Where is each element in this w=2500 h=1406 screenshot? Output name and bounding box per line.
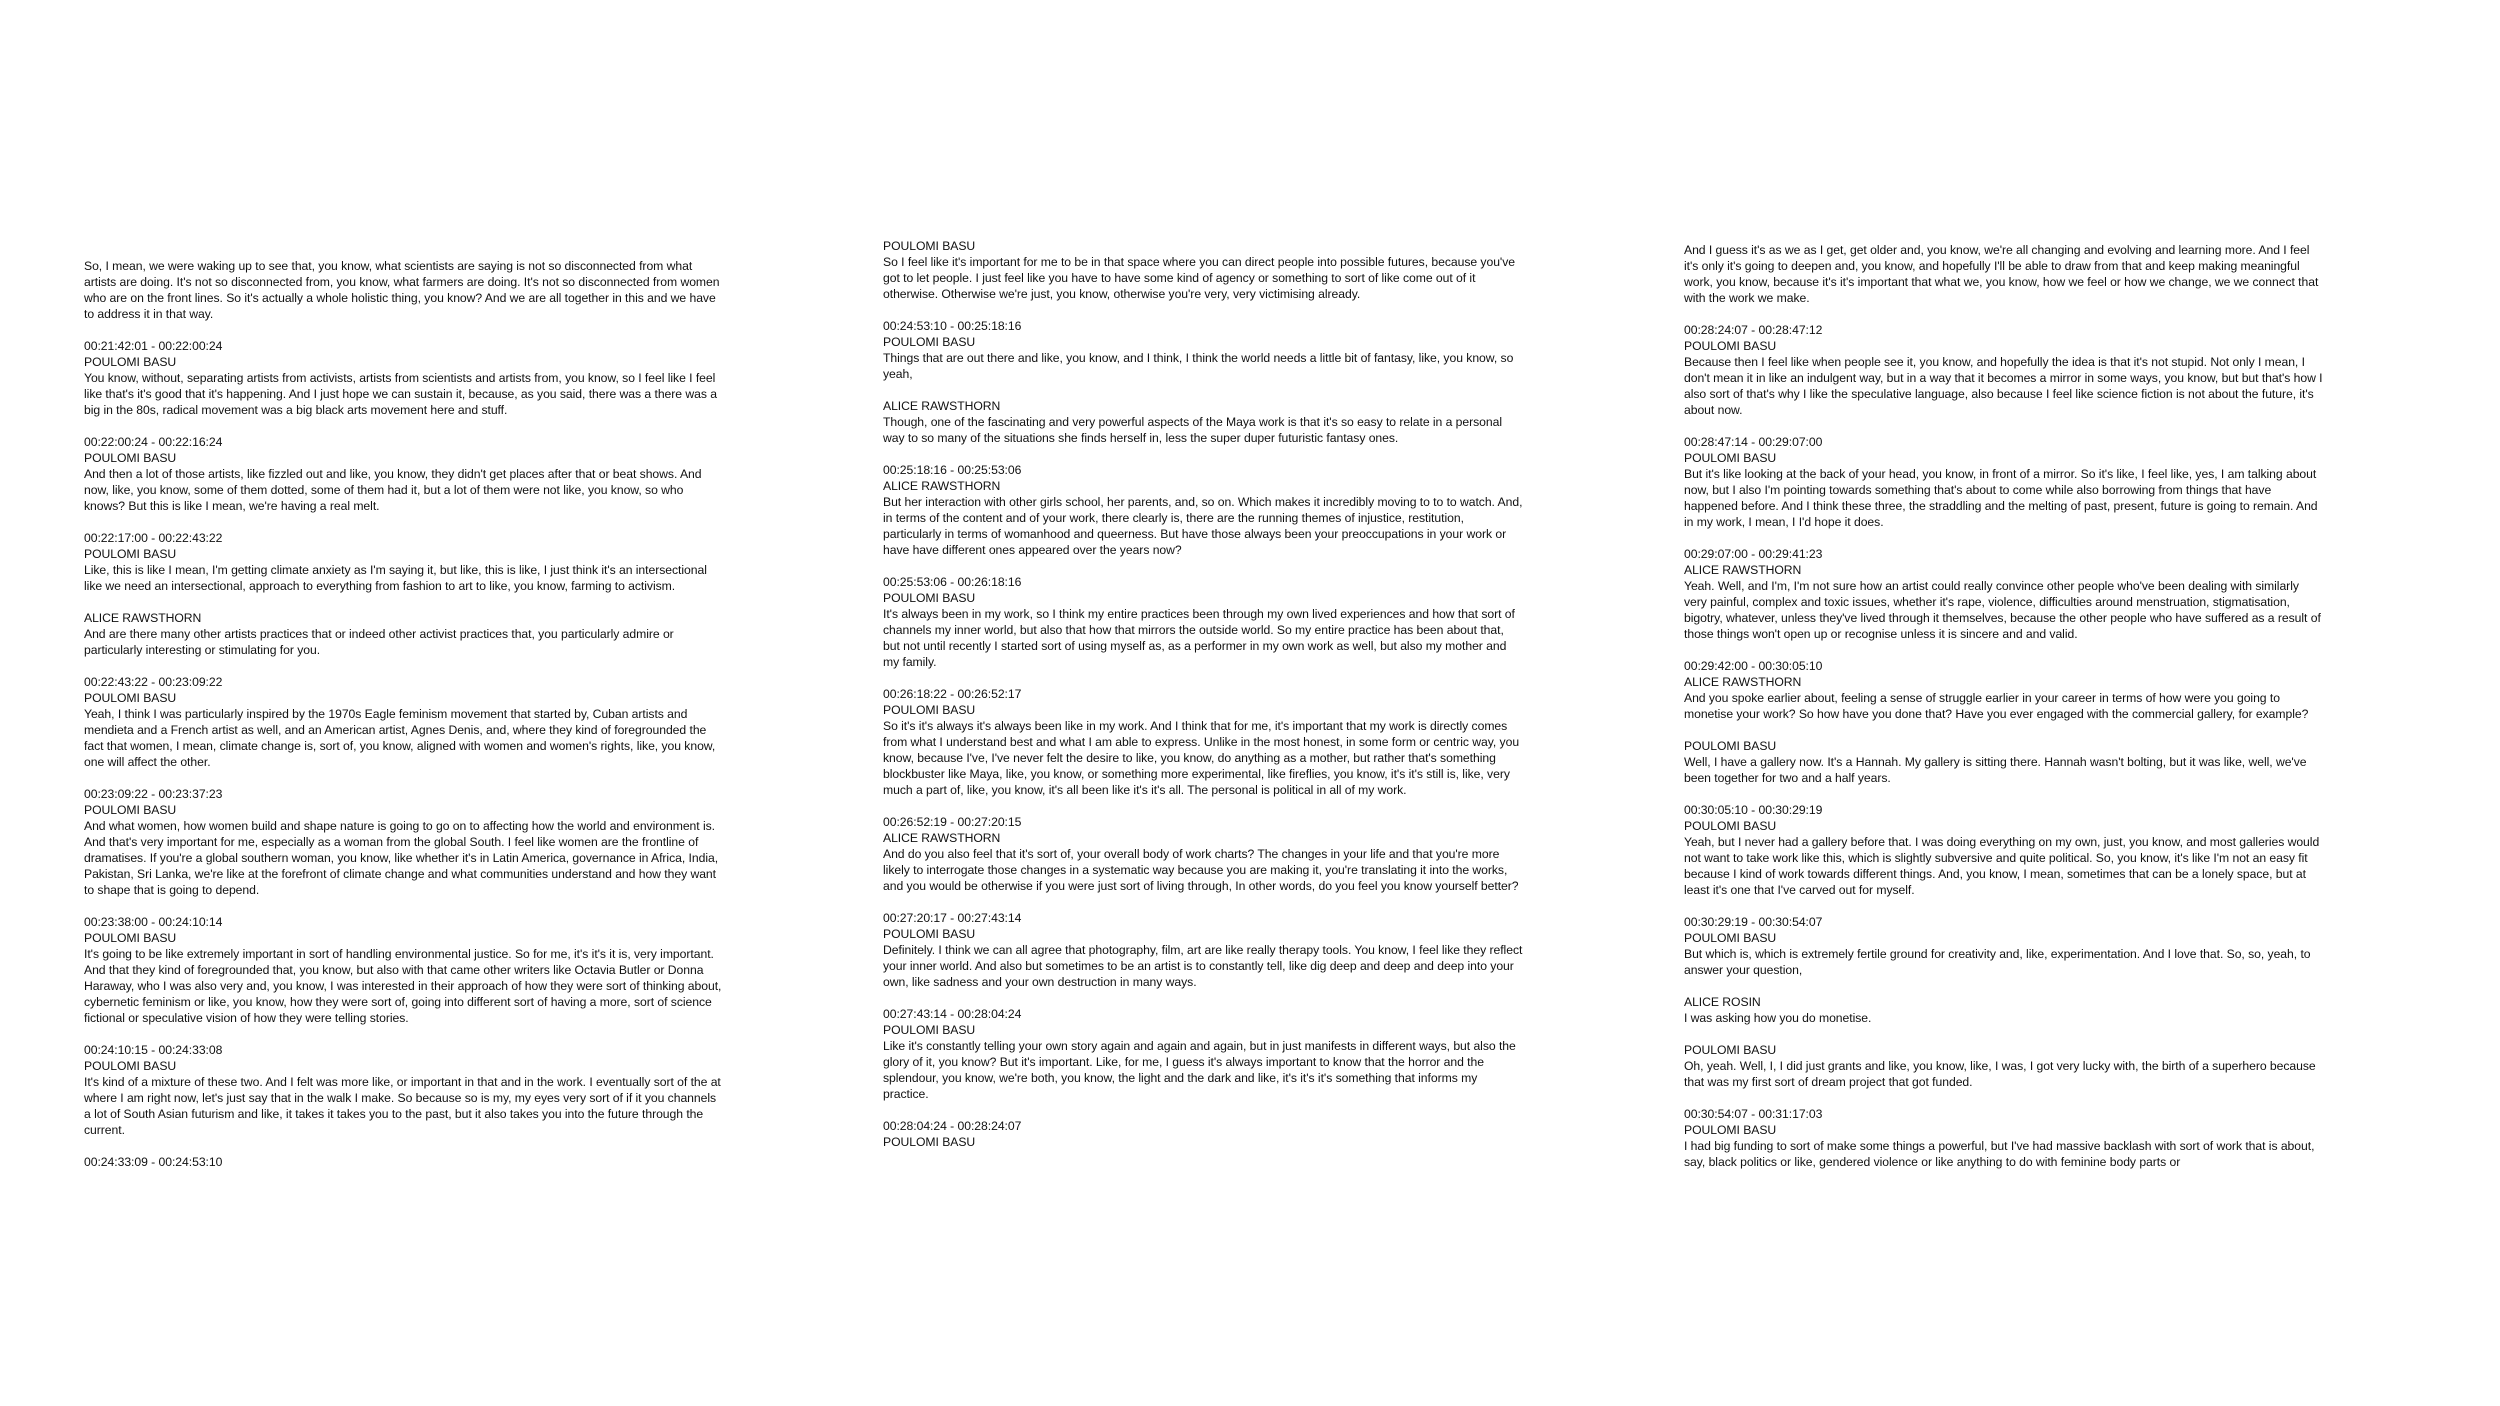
speaker-name: POULOMI BASU	[1684, 739, 1777, 753]
dialogue-text: But it's like looking at the back of your head, you know, in front of a mirror. So it's like, I feel like, yes, I am talking about now, but I also I'm pointing towards something that's about to come while also borrowing from things that have happened before. And I think these three, the straddling and the melting of past, present, future is going to remain. And in my work, I mean, I I'd hope it does.	[1684, 467, 2318, 529]
dialogue-text: Yeah. Well, and I'm, I'm not sure how an artist could really convince other people who've been dealing with similarly very painful, complex and toxic issues, whether it's rape, violence, difficulties around menstruation, stigmatisation, bigotry, whatever, unless they've lived through it themselves, because the other people who have suffered as a result of those things won't open up or recognise unless it is sincere and and valid.	[1684, 579, 2321, 641]
speaker-name: POULOMI BASU	[883, 703, 976, 717]
p3-block-5	[1684, 658, 2324, 722]
p2-block-9	[883, 1006, 1523, 1102]
speaker-name: POULOMI BASU	[1684, 339, 1777, 353]
speaker-name: POULOMI BASU	[84, 451, 177, 465]
dialogue-text: So, I mean, we were waking up to see that, you know, what scientists are saying is not so disconnected from what artists are doing. It's not so disconnected from, you know, what farmers are doing. It's not so disconnected from women who are on the front lines. So it's actually a whole holistic thing, you know? And we are all together in this and we have to address it in that way.	[84, 259, 720, 321]
timestamp: 00:25:18:16 - 00:25:53:06	[883, 463, 1022, 477]
p1-block-1	[84, 258, 724, 322]
p2-block-1	[883, 238, 1523, 302]
dialogue-text: Like it's constantly telling your own story again and again and again, but in just manifests in different ways, but also the glory of it, you know? But it's important. Like, for me, I guess it's always important to know that the horror and the splendour, you know, we're both, you know, the light and the dark and like, it's it's it's something that informs my practice.	[883, 1039, 1516, 1101]
dialogue-text: Though, one of the fascinating and very powerful aspects of the Maya work is that it's so easy to relate in a personal way to so many of the situations she finds herself in, less the super duper futuristic fantasy ones.	[883, 415, 1503, 445]
p3-block-1	[1684, 242, 2324, 306]
p1-block-9	[84, 1042, 724, 1138]
p1-block-5	[84, 610, 724, 658]
p1-block-10	[84, 1154, 724, 1170]
timestamp: 00:29:42:00 - 00:30:05:10	[1684, 659, 1823, 673]
speaker-name: POULOMI BASU	[84, 691, 177, 705]
speaker-name: ALICE RAWSTHORN	[1684, 675, 1802, 689]
dialogue-text: I had big funding to sort of make some things a powerful, but I've had massive backlash with sort of work that is about, say, black politics or like, gendered violence or like anything to do with feminine body parts or	[1684, 1139, 2315, 1169]
timestamp: 00:22:00:24 - 00:22:16:24	[84, 435, 223, 449]
transcript-page-3	[1684, 0, 2324, 1406]
dialogue-text: Yeah, but I never had a gallery before that. I was doing everything on my own, just, you know, and most galleries would not want to take work like this, which is slightly subversive and quite political. So, you know, it's like I'm not an easy fit because I kind of work towards different things. And, you know, I mean, sometimes that can be a lonely space, but at least it's one that I've carved out for myself.	[1684, 835, 2320, 897]
dialogue-text: Oh, yeah. Well, I, I did just grants and like, you know, like, I was, I got very lucky with, the birth of a superhero because that was my first sort of dream project that got funded.	[1684, 1059, 2316, 1089]
p2-block-2	[883, 318, 1523, 382]
timestamp: 00:22:17:00 - 00:22:43:22	[84, 531, 223, 545]
timestamp: 00:28:24:07 - 00:28:47:12	[1684, 323, 1823, 337]
speaker-name: POULOMI BASU	[1684, 931, 1777, 945]
p3-block-8	[1684, 914, 2324, 978]
speaker-name: POULOMI BASU	[84, 355, 177, 369]
p3-block-11	[1684, 1106, 2324, 1170]
timestamp: 00:23:38:00 - 00:24:10:14	[84, 915, 223, 929]
timestamp: 00:27:20:17 - 00:27:43:14	[883, 911, 1022, 925]
p2-block-3	[883, 398, 1523, 446]
speaker-name: POULOMI BASU	[1684, 1043, 1777, 1057]
timestamp: 00:24:33:09 - 00:24:53:10	[84, 1155, 223, 1169]
p3-block-7	[1684, 802, 2324, 898]
speaker-name: ALICE RAWSTHORN	[883, 831, 1001, 845]
dialogue-text: And are there many other artists practices that or indeed other activist practices that, you particularly admire or particularly interesting or stimulating for you.	[84, 627, 674, 657]
p2-block-8	[883, 910, 1523, 990]
timestamp: 00:23:09:22 - 00:23:37:23	[84, 787, 223, 801]
speaker-name: POULOMI BASU	[84, 931, 177, 945]
speaker-name: POULOMI BASU	[883, 591, 976, 605]
speaker-name: ALICE RAWSTHORN	[1684, 563, 1802, 577]
dialogue-text: It's going to be like extremely important in sort of handling environmental justice. So for me, it's it's it is, very important. And that they kind of foregrounded that, you know, but also with that came other writers like Octavia Butler or Donna Haraway, who I was also very and, you know, I was interested in their approach of how they were sort of thinking about, cybernetic feminism or like, you know, how they were sort of, going into different sort of having a more, sort of science fictional or speculative vision of how they were telling stories.	[84, 947, 722, 1025]
dialogue-text: Definitely. I think we can all agree that photography, film, art are like really therapy tools. You know, I feel like they reflect your inner world. And also but sometimes to be an artist is to constantly tell, like dig deep and deep and deep into your own, like sadness and your own destruction in many ways.	[883, 943, 1523, 989]
speaker-name: POULOMI BASU	[1684, 819, 1777, 833]
timestamp: 00:29:07:00 - 00:29:41:23	[1684, 547, 1823, 561]
dialogue-text: And what women, how women build and shape nature is going to go on to affecting how the world and environment is. And that's very important for me, especially as a woman from the global South. I feel like women are the frontline of dramatises. If you're a global southern woman, you know, like whether it's in Latin America, governance in Africa, India, Pakistan, Sri Lanka, we're like at the forefront of climate change and what communities understand and how they want to shape that is going to depend.	[84, 819, 719, 897]
dialogue-text: And you spoke earlier about, feeling a sense of struggle earlier in your career in terms of how were you going to monetise your work? So how have you done that? Have you ever engaged with the commercial gallery, for example?	[1684, 691, 2309, 721]
p2-block-5	[883, 574, 1523, 670]
dialogue-text: But her interaction with other girls school, her parents, and, so on. Which makes it incredibly moving to to to watch. And, in terms of the content and of your work, there clearly is, there are the running themes of injustice, restitution, particularly in terms of womanhood and queerness. But have those always been your preoccupations in your work or have have different ones appeared over the years now?	[883, 495, 1523, 557]
p1-block-3	[84, 434, 724, 514]
dialogue-text: Like, this is like I mean, I'm getting climate anxiety as I'm saying it, but like, this is like, I just think it's an intersectional like we need an intersectional, approach to everything from fashion to art to like, you know, farming to activism.	[84, 563, 707, 593]
timestamp: 00:28:04:24 - 00:28:24:07	[883, 1119, 1022, 1133]
timestamp: 00:28:47:14 - 00:29:07:00	[1684, 435, 1823, 449]
page-1-body	[84, 258, 724, 1186]
speaker-name: POULOMI BASU	[883, 1023, 976, 1037]
transcript-page-1	[84, 0, 724, 1406]
dialogue-text: So it's it's always it's always been like in my work. And I think that for me, it's important that my work is directly comes from what I understand best and what I am able to express. Unlike in the most honest, in some form or centric way, you know, because I've, I've never felt the desire to like, you know, do anything as a mother, but rather that's something blockbuster like Maya, like, you know, or something more experimental, like fireflies, you know, it's it's still is, like, very much a part of, like, you know, it's all been like it's it's all. The personal is political in all of my work.	[883, 719, 1520, 797]
dialogue-text: You know, without, separating artists from activists, artists from scientists and artists from, you know, so I feel like I feel like that's it's good that it's happening. And I just hope we can sustain it, because, as you said, there was a there was a big in the 80s, radical movement was a big black arts movement here and stuff.	[84, 371, 717, 417]
dialogue-text: Yeah, I think I was particularly inspired by the 1970s Eagle feminism movement that started by, Cuban artists and mendieta and a French artist as well, and an American artist, Agnes Denis, and, where they kind of foregrounded the fact that women, I mean, climate change is, sort of, you know, aligned with women and women's rights, like, you know, one will affect the other.	[84, 707, 716, 769]
timestamp: 00:30:05:10 - 00:30:29:19	[1684, 803, 1823, 817]
timestamp: 00:27:43:14 - 00:28:04:24	[883, 1007, 1022, 1021]
dialogue-text: So I feel like it's important for me to be in that space where you can direct people into possible futures, because you've got to let people. I just feel like you have to have some kind of agency or something to sort of like come out of it otherwise. Otherwise we're just, you know, otherwise you're very, very victimising already.	[883, 255, 1515, 301]
page-3-body	[1684, 242, 2324, 1186]
timestamp: 00:30:29:19 - 00:30:54:07	[1684, 915, 1823, 929]
p2-block-4	[883, 462, 1523, 558]
timestamp: 00:26:52:19 - 00:27:20:15	[883, 815, 1022, 829]
speaker-name: POULOMI BASU	[84, 1059, 177, 1073]
p3-block-10	[1684, 1042, 2324, 1090]
p3-block-4	[1684, 546, 2324, 642]
p1-block-6	[84, 674, 724, 770]
p2-block-7	[883, 814, 1523, 894]
speaker-name: POULOMI BASU	[883, 927, 976, 941]
timestamp: 00:26:18:22 - 00:26:52:17	[883, 687, 1022, 701]
dialogue-text: It's always been in my work, so I think my entire practices been through my own lived experiences and how that sort of channels my inner world, but also that how that mirrors the outside world. So my entire practice has been about that, but not until recently I started sort of using myself as, as a performer in my own work as well, but also my mother and my family.	[883, 607, 1515, 669]
dialogue-text: And I guess it's as we as I get, get older and, you know, we're all changing and evolving and learning more. And I feel it's only it's going to deepen and, you know, and hopefully I'll be able to draw from that and keep making meaningful work, you know, because it's it's important that what we, you know, how we feel or how we change, we we connect that with the work we make.	[1684, 243, 2319, 305]
dialogue-text: And then a lot of those artists, like fizzled out and like, you know, they didn't get places after that or beat shows. And now, like, you know, some of them dotted, some of them had it, but a lot of them were not like, you know, so who knows? But this is like I mean, we're having a real melt.	[84, 467, 702, 513]
dialogue-text: But which is, which is extremely fertile ground for creativity and, like, experimentation. And I love that. So, so, yeah, to answer your question,	[1684, 947, 2311, 977]
timestamp: 00:30:54:07 - 00:31:17:03	[1684, 1107, 1823, 1121]
speaker-name: POULOMI BASU	[883, 1135, 976, 1149]
p3-block-3	[1684, 434, 2324, 530]
p1-block-2	[84, 338, 724, 418]
speaker-name: POULOMI BASU	[883, 335, 976, 349]
timestamp: 00:22:43:22 - 00:23:09:22	[84, 675, 223, 689]
dialogue-text: Because then I feel like when people see it, you know, and hopefully the idea is that it's not stupid. Not only I mean, I don't mean it in like an indulgent way, but in a way that it becomes a mirror in some ways, you know, but but that's how I also sort of that's why I like the speculative language, also because I feel like science fiction is not about the future, it's about now.	[1684, 355, 2323, 417]
p2-block-10	[883, 1118, 1523, 1150]
speaker-name: POULOMI BASU	[883, 239, 976, 253]
speaker-name: POULOMI BASU	[1684, 451, 1777, 465]
dialogue-text: It's kind of a mixture of these two. And I felt was more like, or important in that and in the work. I eventually sort of the at where I am right now, let's just say that in the walk I make. So because so is my, my eyes very sort of if it you channels a lot of South Asian futurism and like, it takes it takes you to the past, but it also takes you into the future through the current.	[84, 1075, 721, 1137]
dialogue-text: Well, I have a gallery now. It's a Hannah. My gallery is sitting there. Hannah wasn't bolting, but it was like, well, we've been together for two and a half years.	[1684, 755, 2307, 785]
timestamp: 00:24:53:10 - 00:25:18:16	[883, 319, 1022, 333]
transcript-page-2	[883, 0, 1523, 1406]
p1-block-8	[84, 914, 724, 1026]
p3-block-2	[1684, 322, 2324, 418]
dialogue-text: Things that are out there and like, you know, and I think, I think the world needs a little bit of fantasy, like, you know, so yeah,	[883, 351, 1514, 381]
speaker-name: ALICE RAWSTHORN	[883, 399, 1001, 413]
speaker-name: ALICE RAWSTHORN	[84, 611, 202, 625]
dialogue-text: And do you also feel that it's sort of, your overall body of work charts? The changes in your life and that you're more likely to interrogate those changes in a systematic way because you are making it, you're translating it into the works, and you would be otherwise if you were just sort of living through, In other words, do you feel you know yourself better?	[883, 847, 1519, 893]
speaker-name: POULOMI BASU	[84, 803, 177, 817]
page-2-body	[883, 238, 1523, 1166]
dialogue-text: I was asking how you do monetise.	[1684, 1011, 1872, 1025]
speaker-name: ALICE RAWSTHORN	[883, 479, 1001, 493]
p3-block-6	[1684, 738, 2324, 786]
timestamp: 00:21:42:01 - 00:22:00:24	[84, 339, 223, 353]
p1-block-4	[84, 530, 724, 594]
speaker-name: POULOMI BASU	[84, 547, 177, 561]
speaker-name: ALICE ROSIN	[1684, 995, 1761, 1009]
p3-block-9	[1684, 994, 2324, 1026]
p1-block-7	[84, 786, 724, 898]
timestamp: 00:24:10:15 - 00:24:33:08	[84, 1043, 223, 1057]
timestamp: 00:25:53:06 - 00:26:18:16	[883, 575, 1022, 589]
p2-block-6	[883, 686, 1523, 798]
speaker-name: POULOMI BASU	[1684, 1123, 1777, 1137]
